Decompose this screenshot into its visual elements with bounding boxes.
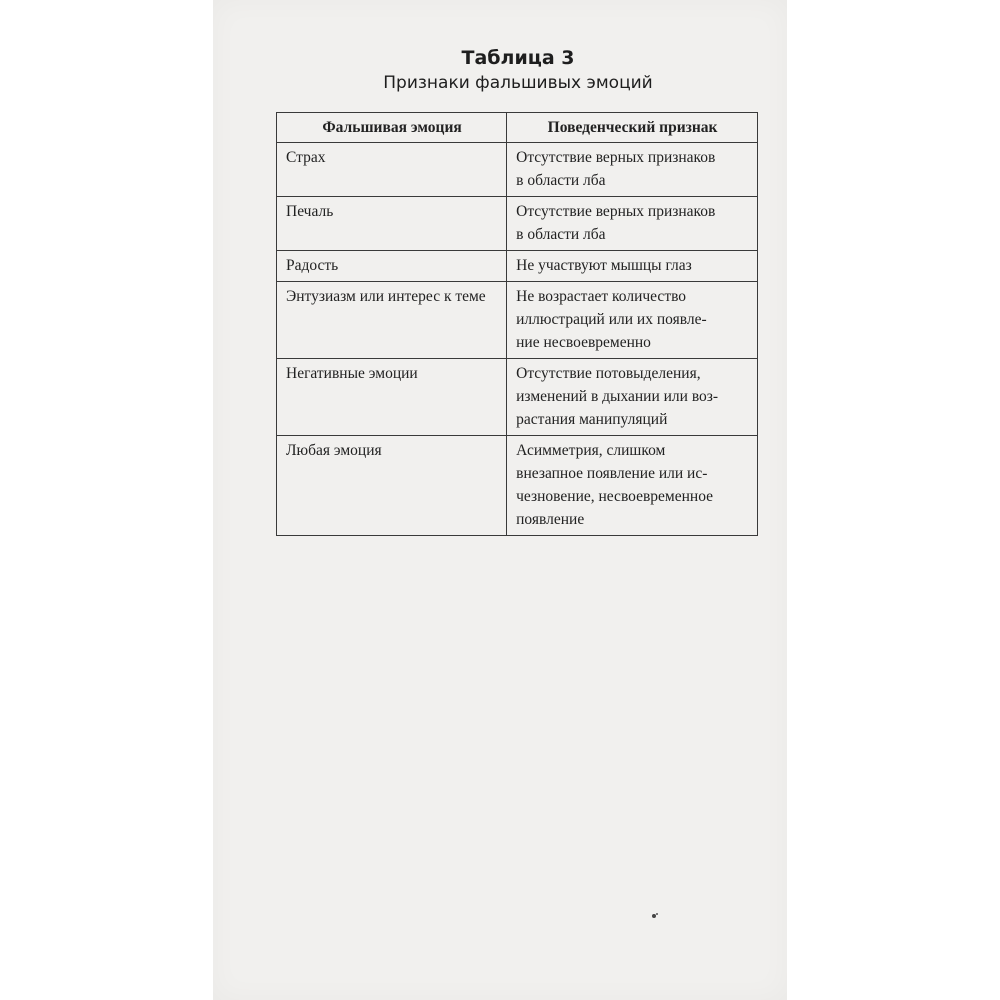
table-row: [277, 143, 758, 197]
table-number: Таблица 3: [461, 47, 575, 69]
sign-cell: Не возрастает количество иллюстраций или их появле- ние несвоевременно: [507, 282, 758, 359]
table-row: [277, 251, 758, 282]
emotion-cell: Печаль: [277, 197, 507, 251]
table-row: [277, 359, 758, 436]
sign-cell: Отсутствие верных признаков в области лба: [507, 197, 758, 251]
emotion-cell: Радость: [277, 251, 507, 282]
sign-cell: Асимметрия, слишком внезапное появление или ис- чезновение, несвоевременное появление: [507, 436, 758, 536]
paper-speck: [650, 911, 660, 921]
table-heading: [213, 46, 787, 96]
table-row: [277, 282, 758, 359]
sign-cell: Отсутствие потовыделения, изменений в дыхании или воз- растания манипуляций: [507, 359, 758, 436]
book-page: [213, 0, 787, 1000]
sign-cell: Отсутствие верных признаков в области лба: [507, 143, 758, 197]
header-behavioral-sign: Поведенческий признак: [507, 113, 758, 143]
table-header-row: [277, 113, 758, 143]
table-title: Признаки фальшивых эмоций: [383, 73, 653, 93]
table-row: [277, 436, 758, 536]
fake-emotions-table: [276, 112, 758, 536]
table-row: [277, 197, 758, 251]
emotion-cell: Негативные эмоции: [277, 359, 507, 436]
emotion-cell: Любая эмоция: [277, 436, 507, 536]
sign-cell: Не участвуют мышцы глаз: [507, 251, 758, 282]
emotion-cell: Энтузиазм или интерес к теме: [277, 282, 507, 359]
emotion-cell: Страх: [277, 143, 507, 197]
header-fake-emotion: Фальшивая эмоция: [277, 113, 507, 143]
